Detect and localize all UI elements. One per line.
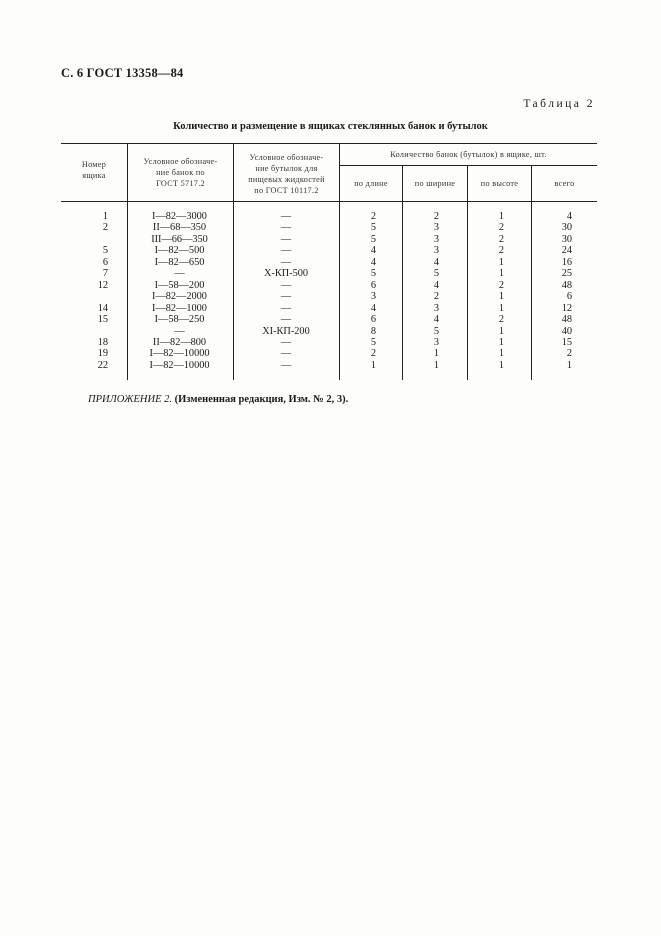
header-line: пищевых жидкостей <box>248 175 325 184</box>
table-cell-wid: 2 <box>433 211 439 222</box>
subheader-rule <box>339 165 597 166</box>
table-cell-len: 4 <box>370 256 376 268</box>
table-cell-num: 1 <box>102 211 108 222</box>
table-cell-bottle: — <box>280 279 292 291</box>
table-cell-bottle: — <box>280 291 292 303</box>
table-cell-wid: 1 <box>433 359 439 371</box>
table-cell-tot: 6 <box>566 291 572 303</box>
header-line: Условное обозначе- <box>143 157 218 166</box>
table-cell-bottle: — <box>280 211 292 222</box>
table-cell-wid: 3 <box>433 222 439 234</box>
table-cell-hgt: 2 <box>498 314 504 326</box>
table-cell-len: 2 <box>370 211 376 222</box>
table-cell-num: 19 <box>97 348 108 360</box>
table-cell-bottle: X-КП-500 <box>263 268 309 280</box>
table-cell-wid: 3 <box>433 336 439 348</box>
table-cell-bottle: — <box>280 233 292 245</box>
col-divider <box>402 165 403 380</box>
header-by-width: по ширине <box>414 179 456 188</box>
table-cell-wid: 5 <box>433 268 439 280</box>
table-cell-jar: I—82—10000 <box>149 359 210 371</box>
table-cell-tot: 48 <box>561 279 572 291</box>
table-cell-jar: III—66—350 <box>151 233 208 245</box>
table-cell-hgt: 1 <box>498 359 504 371</box>
table-cell-len: 4 <box>370 245 376 257</box>
table-cell-hgt: 2 <box>498 279 504 291</box>
table-cell-num: 22 <box>97 359 108 371</box>
table-cell-tot: 48 <box>561 314 572 326</box>
table-cell-hgt: 1 <box>498 302 504 314</box>
table-cell-jar: I—82—2000 <box>152 291 207 303</box>
table-cell-hgt: 2 <box>498 233 504 245</box>
col-divider <box>467 165 468 380</box>
table-cell-hgt: 1 <box>498 348 504 360</box>
table-cell-tot: 1 <box>566 359 572 371</box>
table-cell-bottle: — <box>280 336 292 348</box>
table-cell-tot: 40 <box>561 325 572 337</box>
header-line: ГОСТ 5717.2 <box>156 179 205 188</box>
table-cell-jar: II—68—350 <box>152 222 207 234</box>
table-cell-num: 18 <box>97 336 108 348</box>
table-cell-tot: 30 <box>561 233 572 245</box>
page-header: С. 6 ГОСТ 13358—84 <box>61 66 184 80</box>
table-cell-num: 6 <box>102 256 108 268</box>
header-jar-designation <box>128 156 233 189</box>
table-cell-len: 5 <box>370 222 376 234</box>
table-cell-num: 5 <box>102 245 108 257</box>
table-cell-bottle: — <box>280 245 292 257</box>
table-cell-jar: I—82—1000 <box>152 302 207 314</box>
table-cell-jar: II—82—800 <box>152 336 207 348</box>
header-by-height: по высоте <box>480 179 519 188</box>
table-cell-wid: 5 <box>433 325 439 337</box>
table-cell-len: 5 <box>370 233 376 245</box>
header-line: Условное обозначе- <box>249 153 324 162</box>
col-divider <box>531 165 532 380</box>
header-quantity-group: Количество банок (бутылок) в ящике, шт. <box>390 150 547 159</box>
footnote-appendix: ПРИЛОЖЕНИЕ 2. <box>88 394 172 405</box>
table-cell-hgt: 1 <box>498 336 504 348</box>
table-cell-hgt: 1 <box>498 291 504 303</box>
table-cell-jar: — <box>174 268 185 280</box>
table-cell-len: 5 <box>370 268 376 280</box>
table-cell-num: 7 <box>102 268 108 280</box>
table-title: Количество и размещение в ящиках стеклянных банок и бутылок <box>173 121 488 132</box>
table-label: Таблица 2 <box>523 98 595 110</box>
table-cell-bottle: — <box>280 314 292 326</box>
footnote-amendment: (Измененная редакция, Изм. № 2, 3). <box>174 394 349 405</box>
header-bottom-rule <box>61 201 597 202</box>
header-total: всего <box>554 179 575 188</box>
header-line: ящика <box>82 171 106 180</box>
table-cell-num: 2 <box>102 222 108 234</box>
table-cell-jar: — <box>174 325 185 337</box>
table-cell-wid: 4 <box>433 256 439 268</box>
table-cell-len: 6 <box>370 314 376 326</box>
table-cell-jar: I—82—10000 <box>149 348 210 360</box>
table-cell-bottle: — <box>280 302 292 314</box>
table-cell-tot: 16 <box>561 256 572 268</box>
table-cell-num: 14 <box>97 302 108 314</box>
table-cell-wid: 4 <box>433 279 439 291</box>
table-cell-len: 1 <box>370 359 376 371</box>
header-by-length: по длине <box>354 179 388 188</box>
table-cell-jar: I—58—250 <box>154 314 205 326</box>
table-cell-bottle: — <box>280 256 292 268</box>
table-cell-jar: I—82—650 <box>154 256 205 268</box>
table-cell-bottle: XI-КП-200 <box>262 325 310 337</box>
header-box-number <box>61 159 127 181</box>
table-cell-hgt: 1 <box>498 268 504 280</box>
table-cell-len: 2 <box>370 348 376 360</box>
table-cell-jar: I—82—500 <box>154 245 205 257</box>
table-cell-bottle: — <box>280 359 292 371</box>
table-cell-wid: 3 <box>433 302 439 314</box>
header-line: ние банок по <box>156 168 205 177</box>
table-cell-wid: 3 <box>433 233 439 245</box>
table-cell-len: 3 <box>370 291 376 303</box>
table-cell-hgt: 1 <box>498 211 504 222</box>
table-cell-tot: 25 <box>561 268 572 280</box>
table-cell-tot: 2 <box>566 348 572 360</box>
table-cell-wid: 4 <box>433 314 439 326</box>
table-cell-hgt: 2 <box>498 245 504 257</box>
table-cell-len: 8 <box>370 325 376 337</box>
header-bottle-designation <box>234 152 339 196</box>
header-line: ние бутылок для <box>255 164 318 173</box>
table-cell-hgt: 1 <box>498 256 504 268</box>
table-cell-wid: 2 <box>433 291 439 303</box>
table-cell-num: 15 <box>97 314 108 326</box>
table-cell-tot: 30 <box>561 222 572 234</box>
table-cell-jar: I—82—3000 <box>152 211 207 222</box>
table-cell-hgt: 1 <box>498 325 504 337</box>
table-cell-bottle: — <box>280 222 292 234</box>
table-cell-len: 6 <box>370 279 376 291</box>
table-cell-tot: 4 <box>566 211 572 222</box>
table-top-rule <box>61 143 597 144</box>
table-cell-wid: 3 <box>433 245 439 257</box>
table-cell-jar: I—58—200 <box>154 279 205 291</box>
header-line: Номер <box>81 160 107 169</box>
header-line: по ГОСТ 10117.2 <box>254 186 319 195</box>
table-cell-bottle: — <box>280 348 292 360</box>
table-cell-hgt: 2 <box>498 222 504 234</box>
table-cell-tot: 12 <box>561 302 572 314</box>
table-cell-wid: 1 <box>433 348 439 360</box>
table-cell-tot: 15 <box>561 336 572 348</box>
table-cell-len: 5 <box>370 336 376 348</box>
table-cell-len: 4 <box>370 302 376 314</box>
table-cell-num: 12 <box>97 279 108 291</box>
table-cell-tot: 24 <box>561 245 572 257</box>
footnote <box>88 394 348 405</box>
